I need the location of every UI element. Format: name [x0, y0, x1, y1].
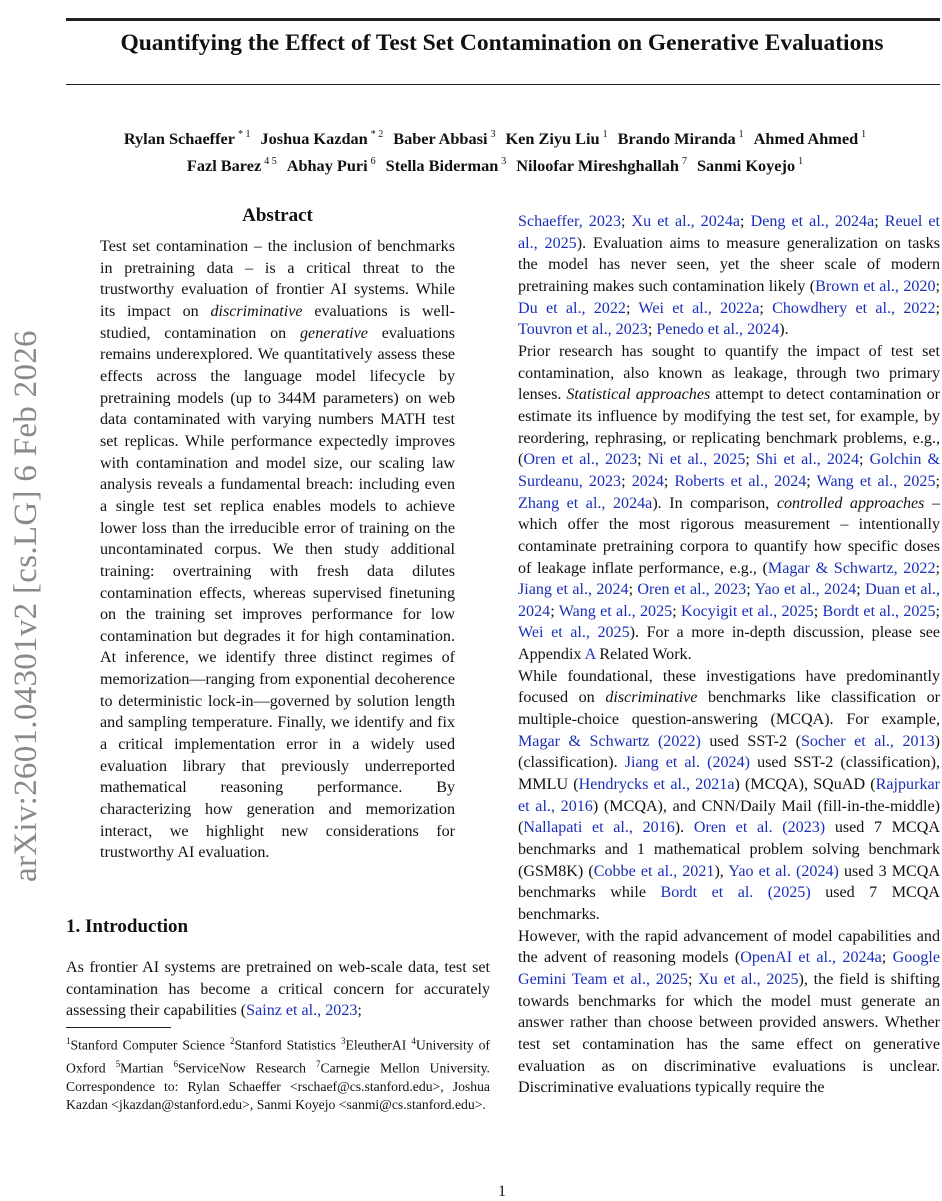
citation-link[interactable]: Schaeffer, 2023 — [518, 213, 621, 230]
affiliation-marker: 3 — [501, 155, 507, 167]
text-run: ; — [935, 472, 940, 490]
citation-link[interactable]: Cobbe et al., 2021 — [593, 862, 715, 880]
citation-link[interactable]: Magar & Schwartz, 2022 — [767, 559, 936, 577]
text-run: ; — [759, 299, 773, 317]
introduction-heading: 1. Introduction — [66, 916, 189, 937]
affiliation-marker: 6 — [370, 155, 376, 167]
emphasis-text: Statistical approaches — [566, 386, 711, 404]
citation-link[interactable]: Du et al., 2022 — [518, 299, 626, 317]
correspondence-text: Correspondence to: Rylan Schaeffer <rschaef@cs.stanford.edu>, Joshua Kazdan <jkazdan@stanford.edu>, Sanmi Koyejo <sanmi@cs.stanford.edu>. — [66, 1078, 490, 1112]
author-name: Sanmi Koyejo — [696, 155, 796, 175]
text-run: Prior research has sought to quantify the impact of test set contamination, also known as leakage, through two primary lenses. — [518, 342, 940, 404]
affiliation-marker: 1 — [738, 129, 744, 140]
text-run: ; — [746, 581, 755, 599]
affiliation-name: Stanford Statistics — [234, 1037, 341, 1053]
text-run: ; — [357, 1002, 362, 1020]
text-run: ; — [647, 321, 657, 339]
citation-link[interactable]: Jiang et al., 2024 — [518, 581, 629, 599]
footnote-marker: 2 — [229, 1036, 235, 1046]
text-run: benchmarks like classification or multiple-choice question-answering (MCQA). For example, — [518, 689, 940, 729]
text-run: As frontier AI systems are pretrained on web-scale data, test set contamination has become a critical concern for accurately assessing their capabilities ( — [66, 959, 490, 1020]
title-bottom-rule — [66, 84, 940, 85]
emphasis-text: generative — [300, 324, 368, 342]
citation-link[interactable]: Kocyigit et al., 2025 — [680, 602, 814, 620]
citation-link[interactable]: Oren et al. (2023) — [693, 819, 826, 837]
citation-link[interactable]: Yao et al., 2024 — [754, 581, 857, 599]
author-name: Baber Abbasi — [393, 129, 488, 148]
text-run: ). In comparison, — [652, 494, 777, 512]
author-name: Rylan Schaeffer — [123, 129, 235, 148]
text-run: ) (MCQA), SQuAD ( — [734, 776, 876, 794]
affiliation-name: University of Oxford — [66, 1037, 490, 1076]
text-run: ) (MCQA), and CNN/Daily Mail (fill-in-the-middle) ( — [518, 797, 941, 837]
citation-link[interactable]: Hendrycks et al., 2021a — [578, 776, 735, 794]
introduction-body — [66, 957, 490, 1022]
citation-link[interactable]: Bordt et al. (2025) — [660, 884, 811, 902]
text-run: ), the field is shifting towards benchmarks for which the model must generate an answer rather than choose between provided answers. Whether test set contamination has the same effect on generative evaluation as on discriminative evaluations is unclear. Discriminative evaluations typically require the — [518, 970, 940, 1097]
affiliation-name: Martian — [120, 1060, 174, 1076]
citation-link[interactable]: Bordt et al., 2025 — [822, 602, 936, 620]
citation-link[interactable]: Chowdhery et al., 2022 — [772, 299, 936, 317]
affiliation-name: Stanford Computer Science — [70, 1037, 230, 1053]
text-run: evaluations remains underexplored. We quantitatively assess these effects across the language model lifecycle by pretraining models (up to 344M parameters) on web data contaminated with varying numbers MATH test set replicas. While performance expectedly improves with contamination and model size, our scaling law analysis reveals a fundamental breach: including even a single test set replica enables models to achieve lower loss than the irreducible error of training on the uncontaminated corpus. We then study additional training: overtraining with fresh data dilutes contamination effects, whereas supervised finetuning on the training set improves performance for low contamination but degrades it for high contamination. At inference, we identify three distinct regimes of memorization—ranging from exponential decoherence to deterministic lock-in—governed by solution length and sampling temperature. Finally, we identify and fix a critical implementation error in a widely used evaluation library that previously underreported mathematical reasoning performance. By characterizing how generation and memorization interact, we highlight new considerations for trustworthy AI evaluation. — [100, 324, 455, 862]
text-run: ; — [663, 472, 675, 490]
author-name: Niloofar Mireshghallah — [516, 155, 679, 175]
footnote-marker: 4 — [411, 1036, 416, 1046]
affiliation-marker: 7 — [681, 155, 687, 167]
affiliation-marker: 1 — [861, 129, 867, 140]
paragraph — [518, 341, 940, 666]
citation-link[interactable]: Brown et al., 2020 — [815, 277, 936, 295]
paragraph — [518, 926, 940, 1099]
citation-link[interactable]: Golchin & Surdeanu, 2023 — [518, 451, 940, 490]
citation-link[interactable]: Oren et al., 2023 — [637, 581, 747, 599]
citation-link[interactable]: 2024 — [631, 472, 664, 490]
affiliation-marker: 1 — [602, 129, 608, 140]
text-run: ; — [881, 949, 893, 967]
text-run: ; — [637, 451, 648, 469]
paragraph — [518, 666, 940, 926]
citation-link[interactable]: Zhang et al., 2024a — [518, 494, 653, 512]
affiliation-marker: 1 — [798, 155, 804, 167]
text-run: ; — [621, 472, 632, 490]
text-run: used 7 MCQA benchmarks. — [518, 884, 940, 923]
text-run: ; — [672, 602, 681, 620]
footnote-marker: 7 — [316, 1058, 321, 1069]
affiliation-name: ServiceNow Research — [178, 1060, 317, 1076]
citation-link[interactable]: Wang et al., 2025 — [816, 472, 936, 490]
text-run: ; — [874, 213, 885, 230]
text-run: ) (classification). — [518, 732, 940, 772]
author-name: Fazl Barez — [186, 155, 262, 175]
paper-title: Quantifying the Effect of Test Set Contamination on Generative Evaluations — [120, 30, 884, 56]
footnote-marker: 3 — [341, 1036, 346, 1046]
text-run: used SST-2 (classification), MMLU ( — [518, 754, 940, 794]
paragraph — [66, 957, 490, 1022]
citation-link[interactable]: Wei et al., 2025 — [518, 624, 630, 642]
text-run: ). For a more in-depth discussion, please see Appendix — [518, 624, 940, 664]
text-run: attempt to detect contamination or estimate its influence by modifying the test set, for example, by reordering, rephrasing, or replicating benchmark problems, e.g., ( — [518, 386, 940, 469]
affiliation-footnote — [66, 1032, 490, 1114]
text-run: ), — [714, 862, 729, 880]
right-column-body — [518, 211, 940, 1099]
text-run: ). — [674, 819, 694, 837]
affiliation-marker: * 1 — [237, 129, 251, 140]
text-run: ; — [859, 451, 870, 469]
citation-link[interactable]: Wang et al., 2025 — [558, 602, 673, 620]
citation-link[interactable]: Xu et al., 2025 — [698, 970, 799, 988]
affiliation-name: EleutherAI — [345, 1037, 412, 1053]
citation-link[interactable]: Oren et al., 2023 — [523, 451, 638, 469]
text-run: While foundational, these investigations have predominantly focused on — [518, 667, 940, 707]
text-run: Test set contamination – the inclusion of benchmarks in pretraining data – is a critical threat to the trustworthy evaluation of frontier AI systems. While its impact on — [100, 238, 455, 320]
text-run: ; — [856, 581, 866, 599]
footnote-marker: 1 — [66, 1036, 71, 1046]
text-run: However, with the rapid advancement of model capabilities and the advent of reasoning models ( — [518, 927, 940, 967]
abstract-body — [100, 236, 455, 864]
title-top-rule — [66, 18, 940, 21]
paragraph — [518, 211, 940, 341]
citation-link[interactable]: Yao et al. (2024) — [728, 862, 839, 880]
affiliation-marker: 4 5 — [264, 155, 277, 167]
footnote-marker: 6 — [173, 1058, 179, 1069]
citation-link[interactable]: Reuel et al., 2025 — [518, 213, 941, 252]
citation-link[interactable]: Rajpurkar et al., 2016 — [518, 776, 940, 815]
citation-link[interactable]: Socher et al., 2013 — [800, 732, 935, 750]
text-run: ). Evaluation aims to measure generalization on tasks the model has never seen, yet the sheer scale of modern pretraining makes such contamination likely ( — [518, 234, 940, 295]
text-run: used 3 MCQA benchmarks while — [518, 862, 940, 902]
citation-link[interactable]: Google Gemini Team et al., 2025 — [518, 949, 940, 988]
text-run: ; — [621, 213, 632, 230]
text-run: ; — [935, 602, 940, 620]
arxiv-identifier-watermark: arXiv:2601.04301v2 [cs.LG] 6 Feb 2026 — [8, 330, 44, 882]
citation-link[interactable]: A — [584, 646, 596, 664]
emphasis-text: discriminative — [605, 689, 698, 707]
citation-link[interactable]: Ni et al., 2025 — [647, 451, 746, 469]
text-run: ; — [935, 299, 940, 317]
citation-link[interactable]: Penedo et al., 2024 — [656, 321, 780, 339]
citation-link[interactable]: Xu et al., 2024a — [631, 213, 741, 230]
author-name: Brando Miranda — [617, 129, 736, 148]
citation-link[interactable]: OpenAI et al., 2024a — [740, 949, 882, 967]
citation-link[interactable]: Nallapati et al., 2016 — [523, 819, 675, 837]
affiliation-name: Carnegie Mellon University. — [320, 1060, 490, 1076]
citation-link[interactable]: Roberts et al., 2024 — [674, 472, 807, 490]
citation-link[interactable]: Magar & Schwartz (2022) — [518, 732, 701, 750]
footnote-rule — [66, 1027, 171, 1028]
text-run: Related Work. — [595, 646, 692, 664]
text-run: ; — [625, 299, 639, 317]
affiliation-marker: * 2 — [370, 129, 384, 140]
citation-link[interactable]: Touvron et al., 2023 — [518, 321, 648, 339]
citation-link[interactable]: Duan et al., 2024 — [518, 581, 940, 620]
text-run: ; — [935, 559, 940, 577]
affiliation-marker: 3 — [490, 129, 496, 140]
text-run: ; — [628, 581, 638, 599]
author-list — [60, 124, 940, 177]
paragraph — [100, 236, 455, 864]
citation-link[interactable]: Wei et al., 2022a — [638, 299, 760, 317]
author-name: Joshua Kazdan — [260, 129, 368, 148]
emphasis-text: discriminative — [210, 302, 303, 320]
citation-link[interactable]: Sainz et al., 2023 — [246, 1002, 358, 1020]
text-run: used SST-2 ( — [700, 732, 801, 750]
citation-link[interactable]: Deng et al., 2024a — [750, 213, 875, 230]
citation-link[interactable]: Jiang et al. (2024) — [624, 754, 751, 772]
author-name: Ahmed Ahmed — [753, 129, 859, 148]
emphasis-text: controlled approaches — [776, 494, 925, 512]
abstract-heading: Abstract — [242, 205, 313, 226]
text-run: ; — [740, 213, 751, 230]
text-run: – which offer the most rigorous measurement – intentionally contaminate pretraining corpora to quantify how specific doses of leakage inflate performance, e.g., ( — [518, 494, 941, 577]
citation-link[interactable]: Shi et al., 2024 — [755, 451, 860, 469]
author-name: Stella Biderman — [385, 155, 499, 175]
text-run: ). — [779, 321, 789, 339]
footnote-marker: 5 — [115, 1058, 121, 1069]
text-run: evaluations is well-studied, contamination on — [100, 302, 455, 342]
text-run: ; — [687, 970, 699, 988]
author-name: Ken Ziyu Liu — [505, 129, 600, 148]
text-run: ; — [813, 602, 823, 620]
page-number: 1 — [498, 1183, 506, 1200]
text-run: used 7 MCQA benchmarks and 1 mathematical problem solving benchmark (GSM8K) ( — [518, 819, 940, 880]
text-run: ; — [935, 277, 940, 295]
text-run: ; — [806, 472, 817, 490]
author-name: Abhay Puri — [286, 155, 368, 175]
text-run: ; — [550, 602, 559, 620]
text-run: ; — [745, 451, 756, 469]
